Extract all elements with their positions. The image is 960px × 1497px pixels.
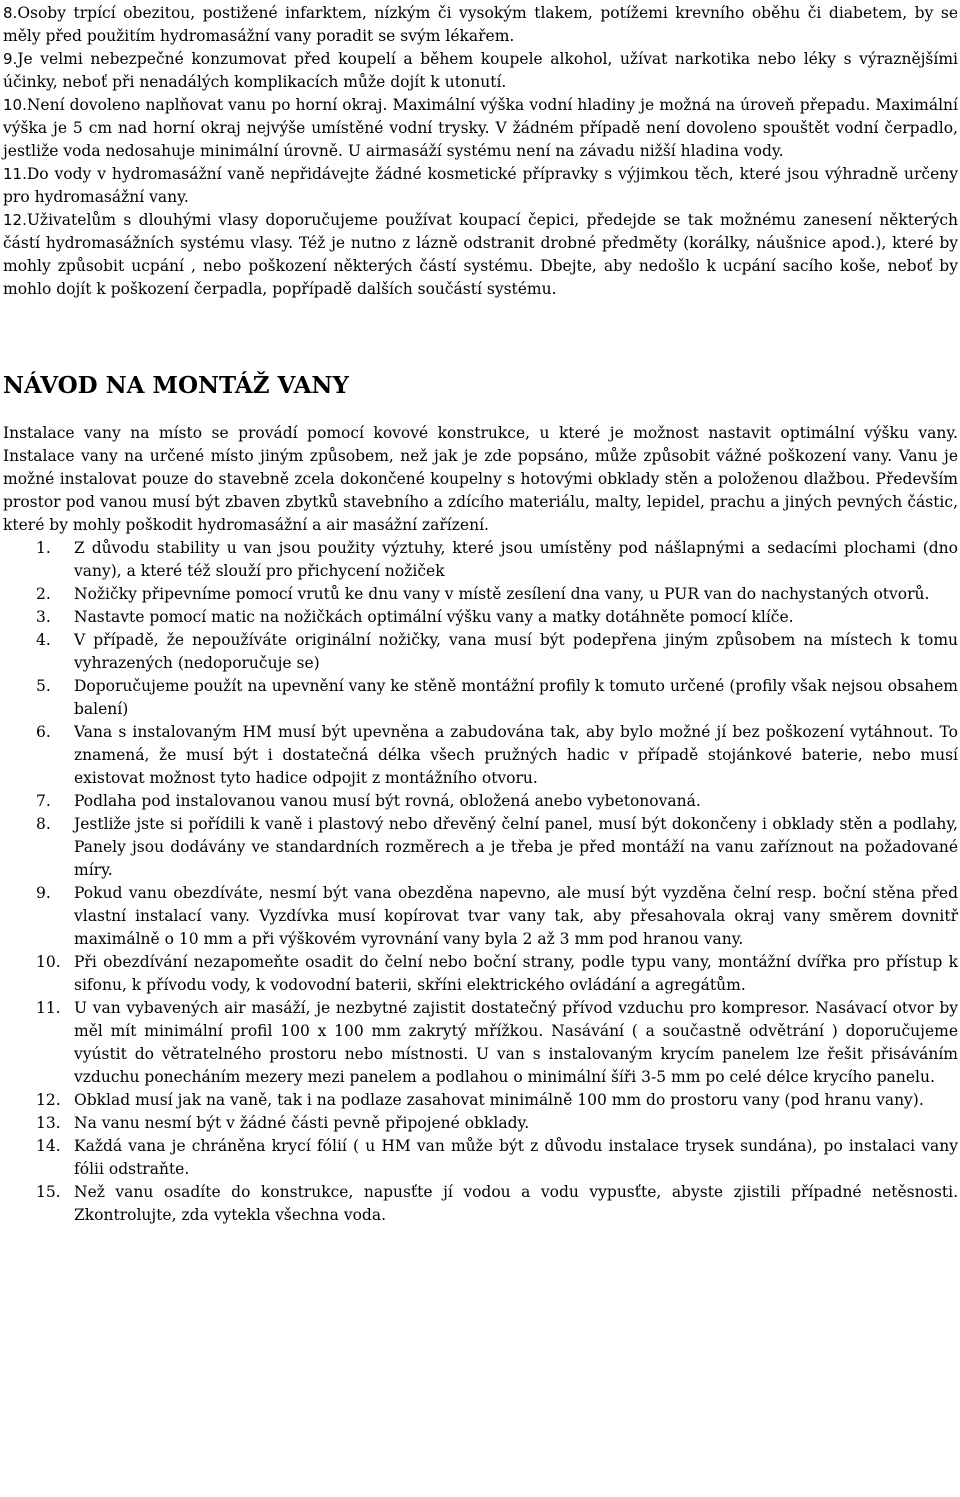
step-item <box>3 882 958 951</box>
step-number: 5. <box>36 677 51 695</box>
step-text: Pokud vanu obezdíváte, nesmí být vana obezděna napevno, ale musí být vyzděna čelní resp. boční stěna před vlastní instalací vany. Vyzdívka musí kopírovat tvar vany tak, aby přesahovala okraj vany směrem dovnitř maximálně o 10 mm a při výškovém vyrovnání vany byla 2 až 3 mm pod hranou vany. <box>74 884 958 948</box>
section-title: NÁVOD NA MONTÁŽ VANY <box>3 372 349 399</box>
step-item <box>3 1135 958 1181</box>
step-item <box>3 629 958 675</box>
rule-text: Není dovoleno naplňovat vanu po horní okraj. Maximální výška vodní hladiny je možná na úroveň přepadu. Maximální výška je 5 cm nad horní okraj nejvýše umístěné vodní trysky. V žádném případě není dovoleno spouštět vodní čerpadlo, jestliže voda nedosahuje minimální úrovně. U airmasáží systému není na závadu nižší hladina vody. <box>3 96 958 160</box>
step-text: Doporučujeme použít na upevnění vany ke stěně montážní profily k tomuto určené (profily však nejsou obsahem balení) <box>74 677 958 718</box>
rule-paragraph <box>3 2 958 48</box>
rule-number: 11. <box>3 165 27 183</box>
step-text: Vana s instalovaným HM musí být upevněna a zabudována tak, aby bylo možné jí bez poškození vytáhnout. To znamená, že musí být i dostatečná délka všech pružných hadic v případě stojánkové baterie, nebo musí existovat možnost tyto hadice odpojit z montážního otvoru. <box>74 723 958 787</box>
rule-number: 10. <box>3 96 27 114</box>
rule-text: Uživatelům s dlouhými vlasy doporučujeme používat koupací čepici, předejde se tak možnému zanesení některých částí hydromasážních systému vlasy. Též je nutno z lázně odstranit drobné předměty (korálky, náušnice apod.), které by mohly způsobit ucpání , nebo poškození některých částí systému. Dbejte, aby nedošlo k ucpání sacího koše, neboť by mohlo dojít k poškození čerpadla, popřípadě dalších součástí systému. <box>3 211 958 298</box>
step-item <box>3 1112 958 1135</box>
step-text: Na vanu nesmí být v žádné části pevně připojené obklady. <box>74 1114 530 1132</box>
step-item <box>3 606 958 629</box>
rule-text: Do vody v hydromasážní vaně nepřidávejte žádné kosmetické přípravky s výjimkou těch, které jsou výhradně určeny pro hydromasážní vany. <box>3 165 958 206</box>
step-item <box>3 721 958 790</box>
step-number: 13. <box>36 1114 61 1132</box>
step-item <box>3 675 958 721</box>
rule-number: 9. <box>3 50 18 68</box>
step-text: V případě, že nepoužíváte originální nožičky, vana musí být podepřena jiným způsobem na místech k tomu vyhrazených (nedoporučuje se) <box>74 631 958 672</box>
step-number: 15. <box>36 1183 61 1201</box>
step-number: 7. <box>36 792 51 810</box>
spacer <box>3 301 958 372</box>
rule-text: Osoby trpící obezitou, postižené infarktem, nízkým či vysokým tlakem, potížemi krevního oběhu či diabetem, by se měly před použitím hydromasážní vany poradit se svým lékařem. <box>3 4 958 45</box>
step-text: Z důvodu stability u van jsou použity výztuhy, které jsou umístěny pod nášlapnými a sedacími plochami (dno vany), a které též slouží pro přichycení nožiček <box>74 539 958 580</box>
document-page <box>3 2 958 1227</box>
step-text: Jestliže jste si pořídili k vaně i plastový nebo dřevěný čelní panel, musí být dokončeny i obklady stěn a podlahy, Panely jsou dodávány ve standardních rozměrech a je třeba je před montáží na vanu zaříznout na požadované míry. <box>74 815 958 879</box>
step-item <box>3 1181 958 1227</box>
step-text: Obklad musí jak na vaně, tak i na podlaze zasahovat minimálně 100 mm do prostoru vany (pod hranu vany). <box>74 1091 924 1109</box>
step-text: Než vanu osadíte do konstrukce, napusťte jí vodou a vodu vypusťte, abyste zjistili případné netěsnosti. Zkontrolujte, zda vytekla všechna voda. <box>74 1183 958 1224</box>
step-text: Každá vana je chráněna krycí fólií ( u HM van může být z důvodu instalace trysek sundána), po instalaci vany fólii odstraňte. <box>74 1137 958 1178</box>
step-number: 6. <box>36 723 51 741</box>
step-text: Při obezdívání nezapomeňte osadit do čelní nebo boční strany, podle typu vany, montážní dvířka pro přístup k sifonu, k přívodu vody, k vodovodní baterii, skříni elektrického ovládání a agregátům. <box>74 953 958 994</box>
step-number: 10. <box>36 953 61 971</box>
step-text: Nastavte pomocí matic na nožičkách optimální výšku vany a matky dotáhněte pomocí klíče. <box>74 608 794 626</box>
step-item <box>3 790 958 813</box>
rule-text: Je velmi nebezpečné konzumovat před koupelí a během koupele alkohol, užívat narkotika nebo léky s výraznějšími účinky, neboť při nenadálých komplikacích může dojít k utonutí. <box>3 50 958 91</box>
step-number: 4. <box>36 631 51 649</box>
rule-paragraph <box>3 209 958 301</box>
step-number: 9. <box>36 884 51 902</box>
safety-rules <box>3 2 958 301</box>
step-text: U van vybavených air masáží, je nezbytné zajistit dostatečný přívod vzduchu pro kompresor. Nasávací otvor by měl mít minimální profil 100 x 100 mm zakrytý mřížkou. Nasávání ( a součastně odvětrání ) doporučujeme vyústit do větratelného prostoru nebo místnosti. U van s instalovaným krycím panelem lze řešit přisáváním vzduchu ponecháním mezery mezi panelem a podlahou o minimální šíři 3-5 mm po celé délce krycího panelu. <box>74 999 958 1086</box>
rule-number: 12. <box>3 211 27 229</box>
step-number: 12. <box>36 1091 61 1109</box>
step-item <box>3 583 958 606</box>
step-text: Podlaha pod instalovanou vanou musí být rovná, obložená anebo vybetonovaná. <box>74 792 701 810</box>
step-number: 14. <box>36 1137 61 1155</box>
section-intro: Instalace vany na místo se provádí pomocí kovové konstrukce, u které je možnost nastavit optimální výšku vany. Instalace vany na určené místo jiným způsobem, než jak je zde popsáno, může způsobit vážné poškození vany. Vanu je možné instalovat pouze do stavebně zcela dokončené koupelny s hotovými obklady stěn a položenou dlažbou. Především prostor pod vanou musí být zbaven zbytků stavebního a zdícího materiálu, malty, lepidel, prachu a jiných pevných částic, které by mohly poškodit hydromasážní a air masážní zařízení. <box>3 424 958 534</box>
rule-number: 8. <box>3 4 18 22</box>
step-item <box>3 1089 958 1112</box>
step-item <box>3 813 958 882</box>
spacer <box>3 400 958 422</box>
rule-paragraph <box>3 163 958 209</box>
step-item <box>3 951 958 997</box>
rule-paragraph <box>3 94 958 163</box>
rule-paragraph <box>3 48 958 94</box>
installation-steps <box>3 537 958 1227</box>
step-item <box>3 997 958 1089</box>
step-number: 8. <box>36 815 51 833</box>
step-text: Nožičky připevníme pomocí vrutů ke dnu vany v místě zesílení dna vany, u PUR van do nachystaných otvorů. <box>74 585 930 603</box>
step-number: 11. <box>36 999 61 1017</box>
step-number: 3. <box>36 608 51 626</box>
step-number: 1. <box>36 539 51 557</box>
step-number: 2. <box>36 585 51 603</box>
step-item <box>3 537 958 583</box>
